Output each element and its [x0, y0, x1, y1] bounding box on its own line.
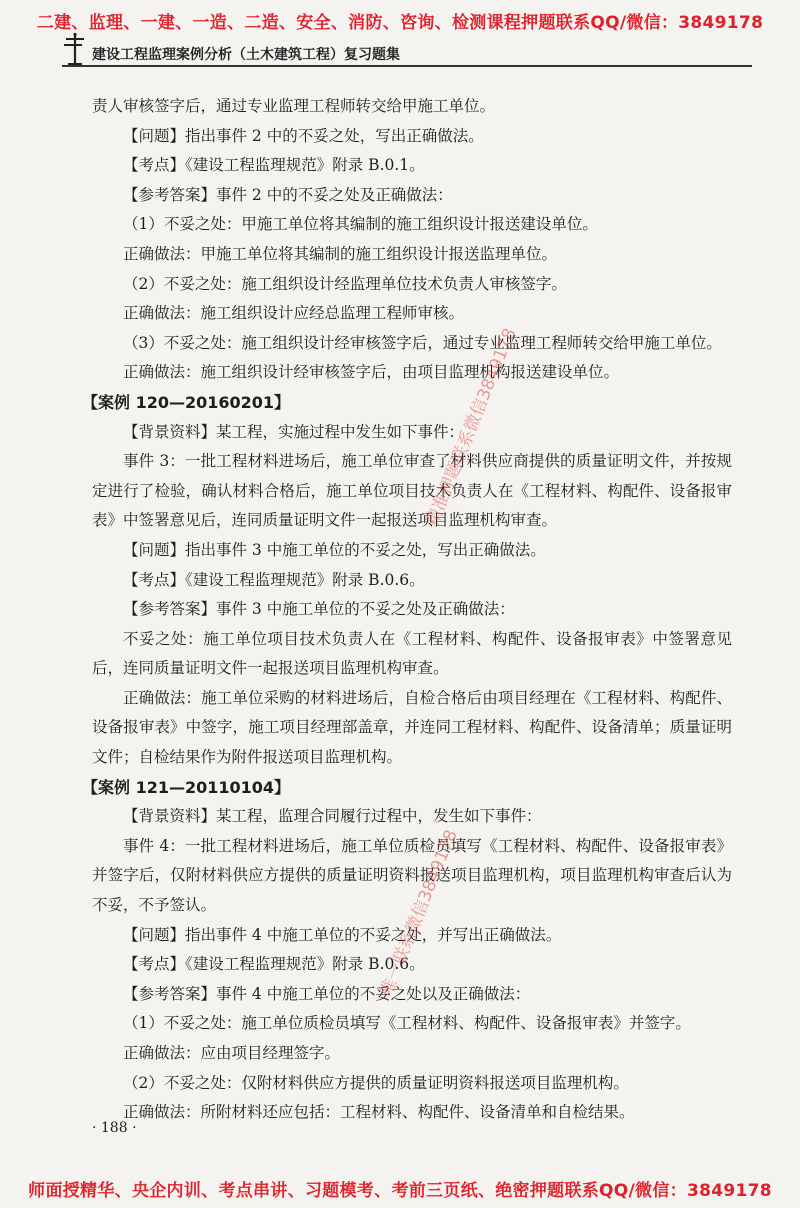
body-paragraph: 【背景资料】某工程，监理合同履行过程中，发生如下事件：	[123, 807, 542, 826]
body-paragraph: 事件 4：一批工程材料进场后，施工单位质检员填写《工程材料、构配件、设备报审表》并签字后，仅附材料供应方提供的质量证明资料报送项目监理机构，项目监理机构审查后认为不妥，不予签认。	[92, 836, 732, 915]
body-paragraph: （1）不妥之处：甲施工单位将其编制的施工组织设计报送建设单位。	[123, 215, 598, 234]
signpost-icon	[62, 32, 88, 66]
body-paragraph: 【考点】《建设工程监理规范》附录 B.0.1。	[123, 156, 425, 175]
body-paragraph: 【问题】指出事件 3 中施工单位的不妥之处，写出正确做法。	[123, 540, 546, 559]
watermark-stamp: 精准押题联系微信3849178	[422, 325, 521, 530]
body-paragraph: 【参考答案】事件 2 中的不妥之处及正确做法：	[123, 185, 453, 204]
body-paragraph: （3）不妥之处：施工组织设计经审核签字后，通过专业监理工程师转交给甲施工单位。	[123, 333, 722, 352]
body-paragraph: 【参考答案】事件 4 中施工单位的不妥之处以及正确做法：	[123, 984, 531, 1003]
body-paragraph: 正确做法：所附材料还应包括：工程材料、构配件、设备清单和自检结果。	[123, 1103, 635, 1122]
body-paragraph: 正确做法：甲施工单位将其编制的施工组织设计报送监理单位。	[123, 244, 558, 263]
body-paragraph: 【参考答案】事件 3 中施工单位的不妥之处及正确做法：	[123, 600, 515, 619]
body-paragraph: 正确做法：应由项目经理签字。	[123, 1044, 341, 1062]
bottom-promo-banner: 师面授精华、央企内训、考点串讲、习题模考、考前三页纸、绝密押题联系QQ/微信：3849178	[28, 1181, 772, 1201]
body-paragraph: 【考点】《建设工程监理规范》附录 B.0.6。	[123, 955, 425, 974]
body-paragraph: 【问题】指出事件 4 中施工单位的不妥之处，并写出正确做法。	[123, 925, 562, 944]
case-heading: 【案例 121—20110104】	[82, 777, 291, 797]
body-paragraph: 【问题】指出事件 2 中的不妥之处，写出正确做法。	[123, 126, 484, 145]
header-divider	[62, 65, 752, 67]
body-paragraph: 正确做法：施工组织设计经审核签字后，由项目监理机构报送建设单位。	[123, 363, 620, 382]
body-paragraph: 不妥之处：施工单位项目技术负责人在《工程材料、构配件、设备报审表》中签署意见后，连同质量证明文件一起报送项目监理机构审查。	[92, 629, 732, 678]
book-header	[62, 32, 752, 68]
body-paragraph: 【考点】《建设工程监理规范》附录 B.0.6。	[123, 570, 425, 589]
body-paragraph: 正确做法：施工单位采购的材料进场后，自检合格后由项目经理在《工程材料、构配件、设备报审表》中签字，施工项目经理部盖章，并连同工程材料、构配件、设备清单；质量证明文件；自检结果作为附件报送项目监理机构。	[92, 688, 732, 767]
body-paragraph: 事件 3：一批工程材料进场后，施工单位审查了材料供应商提供的质量证明文件，并按规定进行了检验，确认材料合格后，施工单位项目技术负责人在《工程材料、构配件、设备报审表》中签署意见后，连同质量证明文件一起报送项目监理机构审查。	[92, 452, 732, 530]
body-paragraph: 【背景资料】某工程，实施过程中发生如下事件：	[123, 422, 465, 441]
top-promo-banner: 二建、监理、一建、一造、二造、安全、消防、咨询、检测课程押题联系QQ/微信：3849178	[36, 13, 764, 33]
body-paragraph: （2）不妥之处：施工组织设计经监理单位技术负责人审核签字。	[123, 274, 567, 293]
body-paragraph: 正确做法：施工组织设计应经总监理工程师审核。	[123, 304, 465, 323]
body-paragraph: （2）不妥之处：仅附材料供应方提供的质量证明资料报送项目监理机构。	[123, 1073, 629, 1092]
page-body	[82, 92, 732, 1128]
body-paragraph: 责人审核签字后，通过专业监理工程师转交给甲施工单位。	[92, 97, 496, 115]
watermark-stamp: 唯一联系微信3849178	[376, 827, 462, 1000]
book-title: 建设工程监理案例分析（土木建筑工程）复习题集	[92, 47, 400, 63]
case-heading: 【案例 120—20160201】	[82, 392, 291, 412]
page-number: · 188 ·	[92, 1120, 137, 1136]
body-paragraph: （1）不妥之处：施工单位质检员填写《工程材料、构配件、设备报审表》并签字。	[123, 1014, 691, 1033]
